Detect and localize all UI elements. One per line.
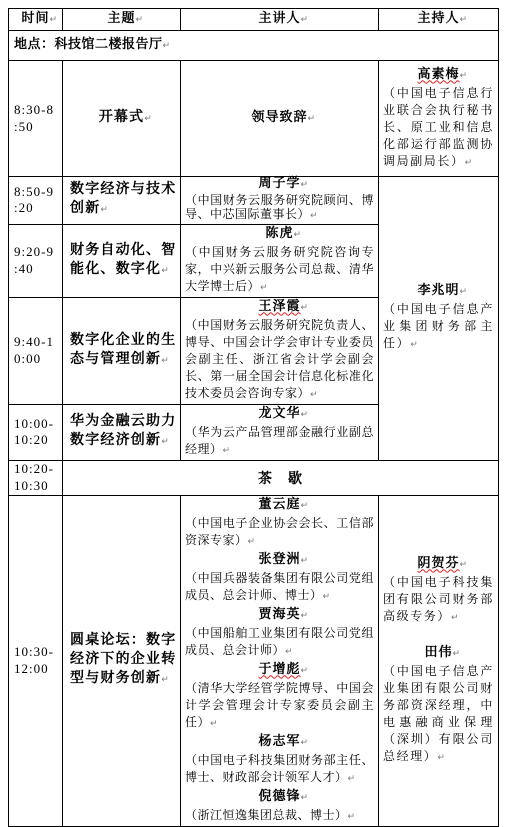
host-name: 李兆明 ↵ <box>383 282 494 301</box>
panelist-title: （中国电子企业协会会长、工信部资深专家） ↵ <box>185 515 374 551</box>
session-topic-cell <box>63 297 181 404</box>
session-time: 9:20-9:40 <box>14 244 54 276</box>
header-row <box>9 9 499 31</box>
header-topic-label: 主题 ↵ <box>107 11 135 26</box>
header-speaker-cell <box>181 9 379 31</box>
host-title: （中国电子信息产业集团有限公司财务部资深经理，中电惠融商业保理（深圳）有限公司总经理） ↵ <box>383 663 494 767</box>
speaker-name: 周子学 ↵ <box>185 177 374 193</box>
session-time: 9:40-10:00 <box>14 334 54 366</box>
forum-host <box>383 555 494 627</box>
tea-break-time-cell <box>9 460 63 495</box>
forum-hosts-cell <box>379 495 499 826</box>
panelist-title: （浙江恒逸集团总裁、博士） ↵ <box>185 807 374 826</box>
speaker-title: （中国财务云服务研究院咨询专家，中兴新云服务公司总裁、清华大学博士后） ↵ <box>185 244 374 297</box>
panelist <box>185 551 374 606</box>
panelist-title: （中国船舶工业集团有限公司党组成员、总会计师） ↵ <box>185 625 374 661</box>
host-cell-morning <box>379 177 499 461</box>
host-cell-opening <box>379 61 499 177</box>
forum-row <box>9 495 499 826</box>
session-topic-cell <box>63 404 181 460</box>
session-time-cell <box>9 297 63 404</box>
speaker-name: 陈虎 ↵ <box>185 225 374 244</box>
header-host-cell <box>379 9 499 31</box>
forum-topic: 圆桌论坛：数字经济下的企业转型与财务创新 ↵ <box>70 632 176 686</box>
session-topic: 华为金融云助力数字经济创新 ↵ <box>70 413 176 448</box>
tea-break-label: 茶 歇 <box>258 470 303 487</box>
tea-break-row <box>9 460 499 495</box>
session-time: 8:50-9:20 <box>14 183 54 216</box>
host-title: （中国电子信息产业集团财务部主任） ↵ <box>383 301 494 354</box>
speaker-name: 龙文华 ↵ <box>185 405 374 424</box>
session-time-cell <box>9 61 63 177</box>
host-name: 田伟 ↵ <box>383 644 494 663</box>
location-row <box>9 31 499 61</box>
session-speaker-cell <box>181 61 379 177</box>
panelist <box>185 606 374 661</box>
session-row <box>9 177 499 225</box>
panelist <box>185 496 374 551</box>
panelist-name: 倪德锋 ↵ <box>185 788 374 807</box>
host-name: 阴贺芬 ↵ <box>383 555 494 574</box>
speaker-title: （中国财务云服务研究院负责人、博导、中国会计学会审计专业委员会副主任、浙江省会计学会副会长、第一届全国会计信息化标准化技术委员会咨询专家） ↵ <box>185 317 374 404</box>
session-speech: 领导致辞 ↵ <box>185 109 374 128</box>
session-time-cell <box>9 224 63 297</box>
forum-host <box>383 644 494 767</box>
session-topic: 数字经济与技术创新 ↵ <box>70 181 176 216</box>
agenda-table <box>8 8 499 827</box>
session-topic: 开幕式 ↵ <box>99 109 145 125</box>
header-time-label: 时间 ↵ <box>21 11 49 26</box>
panelist <box>185 661 374 733</box>
panelist-title: （清华大学经管学院博导、中国会计学会管理会计专家委员会副主任） ↵ <box>185 680 374 733</box>
panelist <box>185 788 374 826</box>
session-speaker-cell <box>181 404 379 460</box>
speaker-name: 王泽霞 ↵ <box>185 298 374 317</box>
panelist-name: 杨志军 ↵ <box>185 733 374 752</box>
agenda-body <box>9 9 499 827</box>
speaker-title: （中国财务云服务研究院顾问、博导、中芯国际董事长） ↵ <box>185 193 374 224</box>
panelist-name: 张登洲 ↵ <box>185 551 374 570</box>
host-title: （中国电子信息行业联合会执行秘书长、原工业和信息化部运行部监测协调局副局长） ↵ <box>383 85 494 172</box>
host-title: （中国电子科技集团有限公司财务部高级专务） ↵ <box>383 574 494 627</box>
panelist-name: 董云庭 ↵ <box>185 496 374 515</box>
header-speaker-label: 主讲人 ↵ <box>258 11 300 26</box>
session-time-cell <box>9 177 63 225</box>
session-topic: 财务自动化、智能化、数字化 ↵ <box>70 242 176 277</box>
session-time: 10:00-10:20 <box>14 415 54 447</box>
forum-topic-cell <box>63 495 181 826</box>
forum-time-cell <box>9 495 63 826</box>
session-time-cell <box>9 404 63 460</box>
panelist-title: （中国兵器装备集团有限公司党组成员、总会计师、博士） ↵ <box>185 570 374 606</box>
location-cell <box>9 31 499 61</box>
tea-break-time: 10:20-10:30 <box>14 461 54 493</box>
session-topic-cell <box>63 177 181 225</box>
session-row-opening <box>9 61 499 177</box>
session-speaker-cell <box>181 177 379 225</box>
forum-time: 10:30-12:00 <box>14 644 54 676</box>
panelist <box>185 733 374 788</box>
header-topic-cell <box>63 9 181 31</box>
speaker-title: （华为云产品管理部金融行业副总经理） ↵ <box>185 424 374 460</box>
session-topic: 数字化企业的生态与管理创新 ↵ <box>70 332 176 367</box>
panelist-title: （中国电子科技集团财务部主任、博士、财政部会计领军人才） ↵ <box>185 752 374 788</box>
session-topic-cell <box>63 224 181 297</box>
session-speaker-cell <box>181 224 379 297</box>
session-speaker-cell <box>181 297 379 404</box>
session-topic-cell <box>63 61 181 177</box>
location-text: 地点：科技馆二楼报告厅 ↵ <box>14 37 163 52</box>
forum-panelists-cell <box>181 495 379 826</box>
header-time-cell <box>9 9 63 31</box>
tea-break-cell <box>63 460 499 495</box>
header-host-label: 主持人 ↵ <box>417 11 459 26</box>
host-name: 高素梅 ↵ <box>383 66 494 85</box>
panelist-name: 于增彪 ↵ <box>185 661 374 680</box>
panelist-name: 贾海英 ↵ <box>185 606 374 625</box>
session-time: 8:30-8:50 <box>14 102 54 134</box>
